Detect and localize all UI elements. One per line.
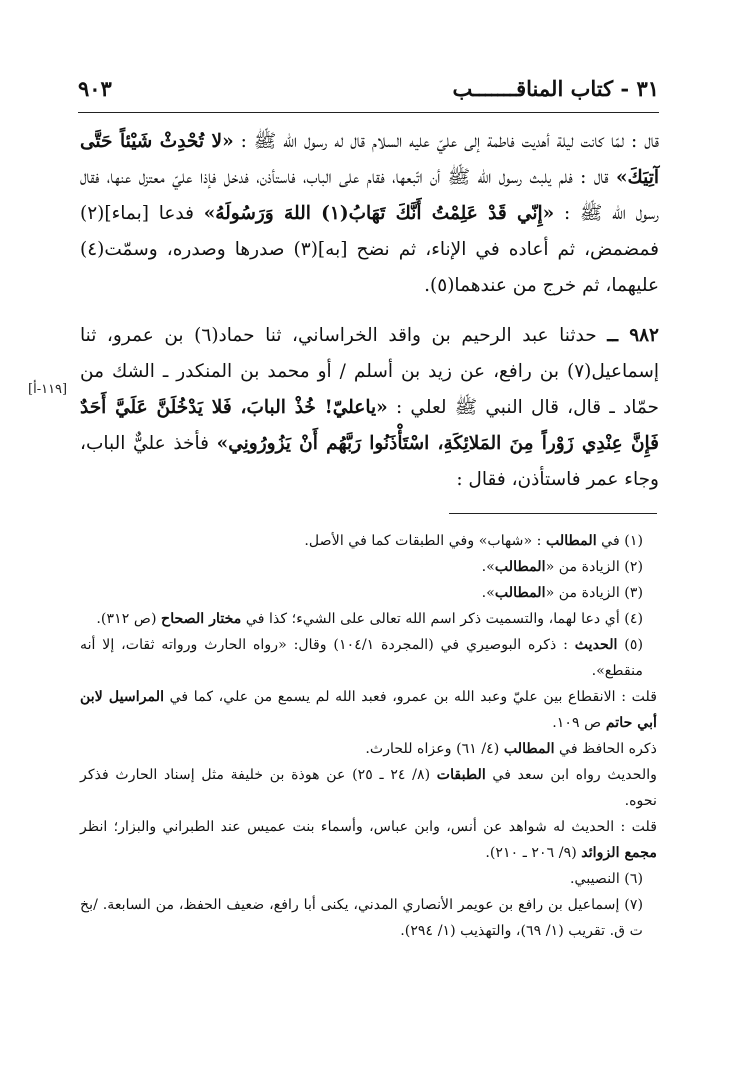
footnote: (٦) النصيبي.: [570, 871, 643, 887]
isnad-text: حدثنا عبد الرحيم بن واقد الخراساني، ثنا حماد(٦) بن عمرو، ثنا إسماعيل(٧) بن رافع، عن زيد بن أسلم / أو محمد بن المنكدر ـ الشك من حمّاد ـ قال، قال النبي ﷺ لعلي :: [80, 325, 659, 418]
footnote-note: قلت : الحديث له شواهد عن أنس، وابن عباس، وأسماء بنت عميس عند الطبراني والبزار؛ انظر مجمع الزوائد (٩/ ٢٠٦ ـ ٢١٠).: [80, 819, 657, 861]
paragraph-hadith-982: [80, 318, 659, 498]
text-segment: فأخذ عليٌّ الباب، وجاء عمر فاستأذن، فقال :: [80, 433, 659, 490]
footnote-note: قلت : الانقطاع بين عليّ وعبد الله بن عمرو، فعبد الله لم يسمع من علي، كما في المراسيل لابن أبي حاتم ص ١٠٩.: [80, 689, 657, 731]
footnote: (٢) الزيادة من «المطالب».: [481, 559, 643, 575]
footnote: (٣) الزيادة من «المطالب».: [481, 585, 643, 601]
chapter-title: ٣١ - كتاب المناقـــــــب: [452, 76, 659, 101]
text-segment: فدعا [بماء](٢) فمضمض، ثم أعاده في الإناء، ثم نضح [به](٣) صدرها وصدره، وسمّت(٤) عليهما، ثم خرج من عندهما(٥).: [80, 203, 659, 296]
page-header: [78, 72, 659, 113]
footnote-note: والحديث رواه ابن سعد في الطبقات (٨/ ٢٤ ـ ٢٥) عن هوذة بن خليفة مثل إسناد الحارث فذكر نحوه.: [80, 767, 657, 809]
page-number: ٩٠٣: [78, 76, 112, 101]
manuscript-folio-marker: [١١٩-أ]: [28, 382, 68, 397]
footnote: (١) في المطالب : «شهاب» وفي الطبقات كما في الأصل.: [304, 533, 643, 549]
footnote-separator: [449, 513, 657, 514]
footnote: (٧) إسماعيل بن رافع بن عويمر الأنصاري المدني، يكنى أبا رافع، ضعيف الحفظ، من السابعة. /بخ ت ق. تقريب (١/ ٦٩)، والتهذيب (١/ ٢٩٤).: [80, 897, 643, 939]
hadith-quote: «ياعليّ! خُذْ البابَ، فَلا يَدْخُلَنَّ عَلَيَّ أَحَدٌ فَإِنَّ عِنْدِي زَوْراً مِنَ المَلائِكَةِ، اسْتَأْذَنُوا رَبَّهُم أَنْ يَزُورُونِي»: [80, 397, 660, 454]
footnote: (٤) أي دعا لهما، والتسميت ذكر اسم الله تعالى على الشيء؛ كذا في مختار الصحاح (ص ٣١٢).: [96, 611, 643, 627]
footnote: (٥) الحديث : ذكره البوصيري في (المجردة ١٠٤/١) وقال: «رواه الحارث ورواته ثقات، إلا أنه منقطع».: [80, 637, 644, 679]
text-segment: قال : لمّا كانت ليلة أهديت فاطمة إلى عليّ عليه السلام قال له رسول الله ﷺ :: [233, 131, 659, 152]
hadith-quote: (١) اللهَ وَرَسُولَهُ»: [203, 203, 349, 224]
text-segment: قال : فلم يلبث رسول الله ﷺ أن اتّبعها، فقام على الباب، فاستأذن، فدخل فإذا عليّ معتزل عنها، فقال رسول الله ﷺ :: [80, 167, 659, 224]
hadith-quote: «لا تُحْدِثْ شَيْئاً حَتَّى آتِيَكَ»: [80, 131, 659, 188]
footnotes: [80, 528, 657, 944]
main-text: [80, 124, 659, 498]
hadith-quote: «إِنّي قَدْ عَلِمْتُ أَنَّكَ تَهَابُ: [348, 203, 555, 224]
hadith-number: ٩٨٢ ــ: [607, 325, 659, 346]
footnote-note: ذكره الحافظ في المطالب (٤/ ٦١) وعزاه للحارث.: [365, 741, 657, 757]
paragraph-hadith-continuation: [80, 124, 659, 304]
